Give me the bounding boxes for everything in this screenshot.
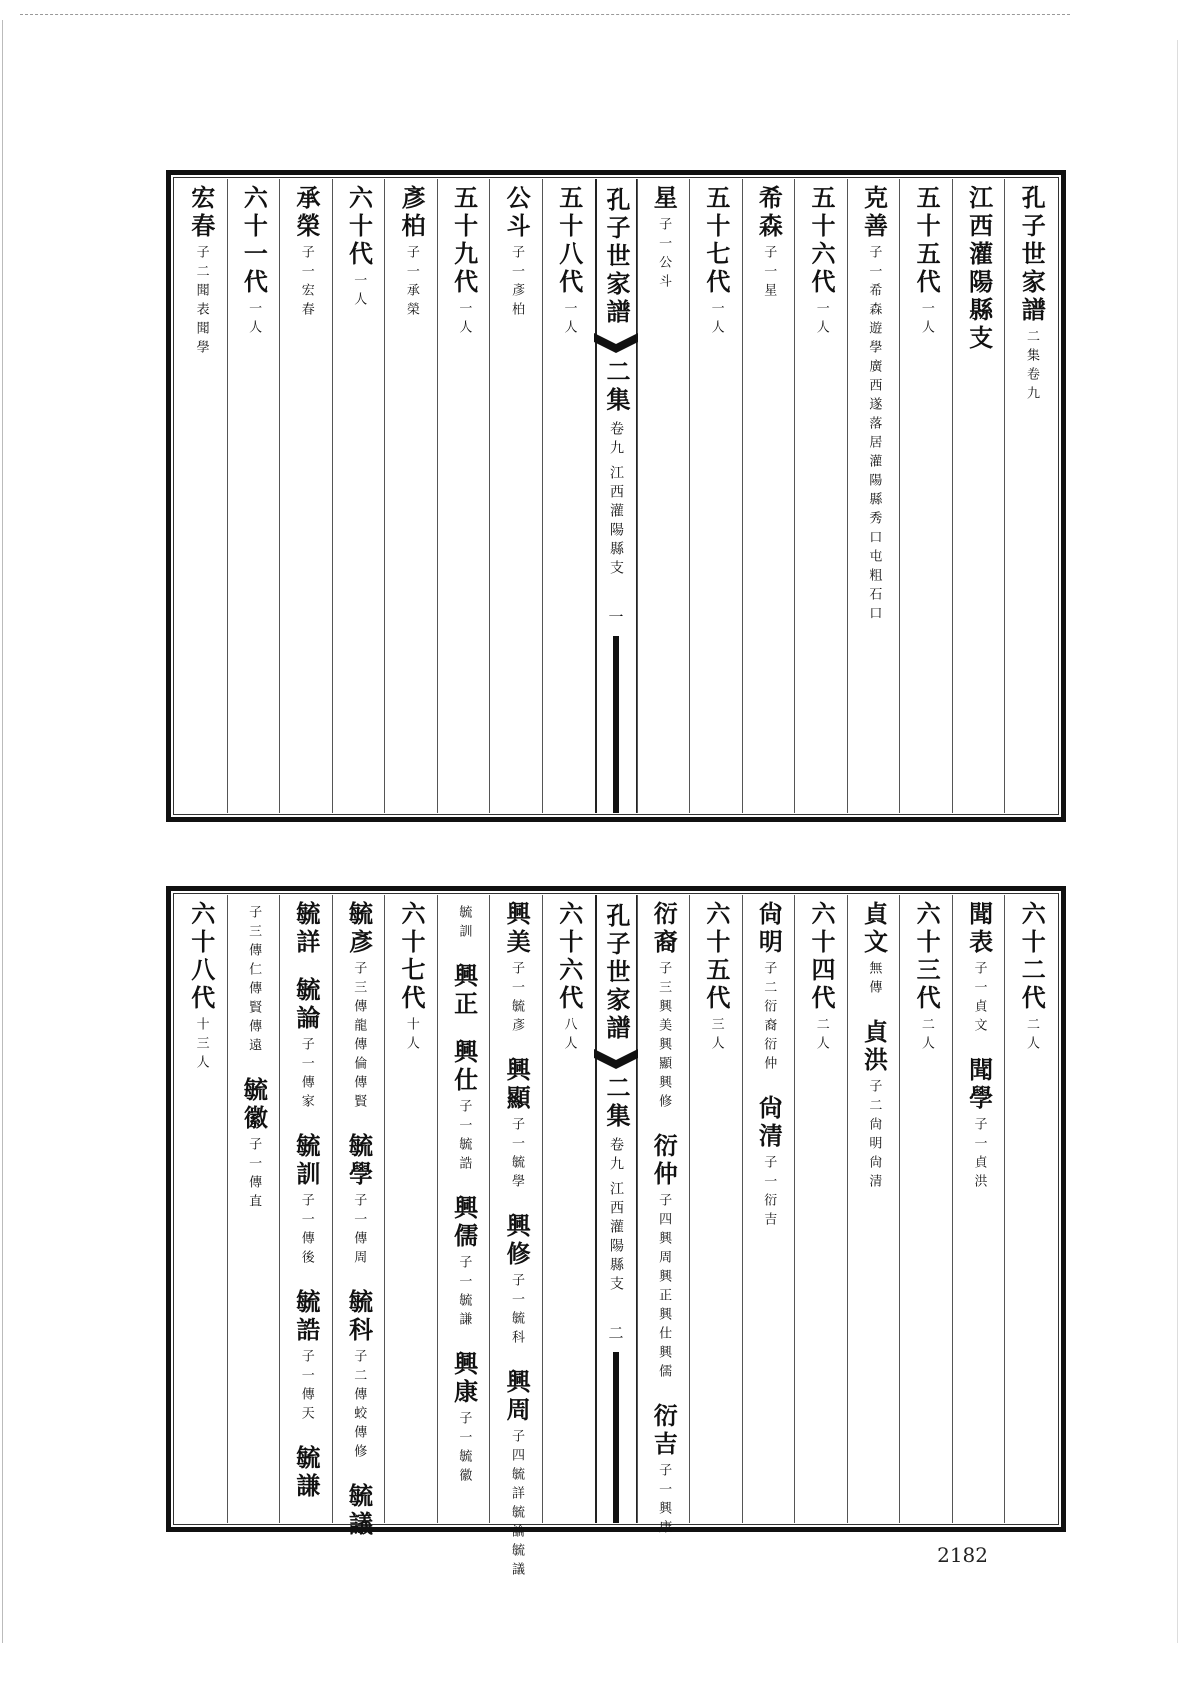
- entry-block: [291, 1445, 321, 1501]
- scan-top-edge: [20, 14, 1070, 15]
- entry-name: 孔子世家譜: [1017, 185, 1047, 325]
- text-column: [952, 895, 1005, 1523]
- entry-name: 聞學: [964, 1057, 994, 1113]
- entry-note: 子一宏春: [298, 245, 314, 321]
- entry-note: 子一興康: [656, 1463, 672, 1539]
- entry-block: [502, 1213, 532, 1349]
- text-column: [227, 179, 280, 813]
- entry-note: 子三興美興顯興修: [656, 961, 672, 1113]
- entry-name: 興修: [502, 1213, 532, 1269]
- entry-note: 子二聞表聞學: [193, 245, 209, 359]
- entry-name: 興美: [502, 901, 532, 957]
- text-column: [794, 179, 847, 813]
- center-branch: 江西灌陽縣支: [608, 465, 624, 579]
- entry-note: 三人: [708, 1017, 724, 1055]
- entry-note: 子四毓詳毓論毓議: [508, 1429, 524, 1581]
- entry-name: 五十八代: [554, 185, 584, 297]
- text-column: [489, 895, 542, 1581]
- entry-note: 子一希森遊學廣西遂落居灌陽縣秀口屯粗石口: [866, 245, 882, 625]
- text-column: [794, 895, 847, 1523]
- page-number: 2182: [937, 1543, 988, 1567]
- entry-block: [502, 1057, 532, 1193]
- entry-note: 一人: [561, 301, 577, 339]
- entry-block: [754, 901, 784, 1075]
- text-column: [847, 895, 900, 1523]
- entry-note: 一人: [708, 301, 724, 339]
- entry-note: 子一傳周: [351, 1193, 367, 1269]
- entry-note: 子一彥柏: [508, 245, 524, 321]
- entry-note: 子一貞文: [971, 961, 987, 1037]
- entry-note: 一人: [456, 301, 472, 339]
- entry-note: 子一公斗: [656, 217, 672, 293]
- entry-name: 興儒: [449, 1195, 479, 1251]
- entry-block: [502, 901, 532, 1037]
- entry-block: [239, 1077, 269, 1213]
- entry-block: [344, 185, 374, 311]
- entry-name: 毓科: [344, 1289, 374, 1345]
- entry-note: 毓訓: [456, 905, 472, 943]
- text-column: [637, 895, 690, 1539]
- entry-name: 宏春: [186, 185, 216, 241]
- entry-name: 毓論: [291, 977, 321, 1033]
- entry-block: [449, 1351, 479, 1487]
- entry-block: [806, 185, 836, 339]
- text-column: [689, 179, 742, 813]
- entry-block: [964, 901, 994, 1037]
- entry-block: [1017, 185, 1047, 405]
- entry-block: [344, 901, 374, 1113]
- scan-right-edge: [1177, 40, 1178, 1643]
- entry-name: 江西灌陽縣支: [964, 185, 994, 353]
- entry-name: 六十五代: [701, 901, 731, 1013]
- text-column: [332, 895, 385, 1539]
- entry-block: [397, 901, 427, 1055]
- center-title: 孔子世家譜: [602, 187, 631, 327]
- entry-block: [291, 901, 321, 957]
- entry-block: [344, 1483, 374, 1539]
- entry-block: [291, 977, 321, 1113]
- text-column: [332, 179, 385, 813]
- center-volume: 卷九: [608, 1137, 624, 1175]
- entry-block: [449, 185, 479, 339]
- genealogy-page-top: [166, 170, 1066, 822]
- entry-note: 子一貞洪: [971, 1117, 987, 1193]
- entry-note: 無傳: [866, 961, 882, 999]
- entry-name: 毓詳: [291, 901, 321, 957]
- text-column: [847, 179, 900, 813]
- text-column: [689, 895, 742, 1523]
- entry-note: 子一毓學: [508, 1117, 524, 1193]
- entry-note: 子一傳直: [246, 1137, 262, 1213]
- text-column: [175, 895, 227, 1523]
- entry-name: 貞文: [859, 901, 889, 957]
- entry-block: [964, 1057, 994, 1193]
- entry-note: 子一星: [761, 245, 777, 302]
- text-column: [279, 895, 332, 1523]
- entry-note: 子一傳天: [298, 1349, 314, 1425]
- entry-block: [449, 1039, 479, 1175]
- center-spine-column: [595, 179, 637, 813]
- center-title: 孔子世家譜: [602, 903, 631, 1043]
- entry-name: 六十代: [344, 185, 374, 269]
- text-column: [384, 179, 437, 813]
- text-column: [899, 895, 952, 1523]
- entry-block: [344, 1289, 374, 1463]
- entry-block: [912, 901, 942, 1055]
- entry-name: 星: [649, 185, 679, 213]
- text-column: [742, 895, 795, 1523]
- text-column: [542, 895, 595, 1523]
- entry-name: 衍裔: [649, 901, 679, 957]
- entry-block: [291, 185, 321, 321]
- entry-name: 五十五代: [912, 185, 942, 297]
- entry-block: [859, 185, 889, 625]
- entry-block: [701, 901, 731, 1055]
- scan-left-edge: [2, 20, 3, 1643]
- entry-note: 子二衍裔衍仲: [761, 961, 777, 1075]
- entry-name: 毓彥: [344, 901, 374, 957]
- entry-block: [554, 185, 584, 339]
- entry-block: [554, 901, 584, 1055]
- entry-note: 子一毓謙: [456, 1255, 472, 1331]
- entry-name: 貞洪: [859, 1019, 889, 1075]
- entry-name: 克善: [859, 185, 889, 241]
- entry-note: 子一傳後: [298, 1193, 314, 1269]
- entry-name: 毓徽: [239, 1077, 269, 1133]
- entry-name: 尙明: [754, 901, 784, 957]
- text-column: [437, 179, 490, 813]
- text-column: [489, 179, 542, 813]
- entry-name: 衍仲: [649, 1133, 679, 1189]
- entry-name: 毓謙: [291, 1445, 321, 1501]
- panel-page-index: 二: [606, 1325, 625, 1340]
- center-collection: 二集: [602, 1075, 631, 1131]
- center-branch: 江西灌陽縣支: [608, 1181, 624, 1295]
- entry-name: 興顯: [502, 1057, 532, 1113]
- fish-tail-mark: [594, 333, 638, 353]
- entry-note: 一人: [351, 273, 367, 311]
- entry-name: 五十六代: [806, 185, 836, 297]
- entry-name: 彥柏: [397, 185, 427, 241]
- entry-name: 六十六代: [554, 901, 584, 1013]
- entry-block: [1017, 901, 1047, 1055]
- entry-block: [964, 185, 994, 353]
- entry-block: [701, 185, 731, 339]
- entry-note: 二人: [813, 1017, 829, 1055]
- entry-name: 興康: [449, 1351, 479, 1407]
- text-column: [1004, 179, 1057, 813]
- entry-block: [344, 1133, 374, 1269]
- entry-note: 八人: [561, 1017, 577, 1055]
- text-column: [637, 179, 690, 813]
- text-column: [175, 179, 227, 813]
- entry-name: 希森: [754, 185, 784, 241]
- entry-name: 承榮: [291, 185, 321, 241]
- entry-note: 子一毓彥: [508, 961, 524, 1037]
- panel-page-index: 一: [606, 609, 625, 624]
- entry-block: [806, 901, 836, 1055]
- entry-note: 十三人: [193, 1017, 209, 1074]
- entry-block: [502, 1369, 532, 1581]
- entry-note: 一人: [918, 301, 934, 339]
- entry-block: [859, 1019, 889, 1193]
- entry-block: [186, 901, 216, 1074]
- entry-block: [649, 1403, 679, 1539]
- entry-block: [649, 185, 679, 293]
- entry-note: 子二尙明尙清: [866, 1079, 882, 1193]
- entry-name: 六十一代: [239, 185, 269, 297]
- entry-name: 毓訓: [291, 1133, 321, 1189]
- entry-note: 一人: [813, 301, 829, 339]
- entry-name: 六十四代: [806, 901, 836, 1013]
- entry-block: [859, 901, 889, 999]
- entry-note: 一人: [246, 301, 262, 339]
- entry-block: [754, 1095, 784, 1231]
- entry-name: 興正: [449, 963, 479, 1019]
- text-column: [899, 179, 952, 813]
- text-column: [1004, 895, 1057, 1523]
- entry-name: 公斗: [502, 185, 532, 241]
- entry-block: [754, 185, 784, 302]
- entry-note: 子一衍吉: [761, 1155, 777, 1231]
- entry-block: [449, 963, 479, 1019]
- entry-block: [457, 901, 471, 943]
- entry-name: 五十九代: [449, 185, 479, 297]
- entry-note: 二人: [918, 1017, 934, 1055]
- center-collection: 二集: [602, 359, 631, 415]
- entry-name: 五十七代: [701, 185, 731, 297]
- entry-block: [649, 901, 679, 1113]
- entry-block: [291, 1289, 321, 1425]
- text-column: [384, 895, 437, 1523]
- entry-name: 興周: [502, 1369, 532, 1425]
- text-column: [742, 179, 795, 813]
- entry-block: [502, 185, 532, 321]
- entry-name: 興仕: [449, 1039, 479, 1095]
- entry-note: 二人: [1024, 1017, 1040, 1055]
- entry-note: 十人: [403, 1017, 419, 1055]
- entry-name: 衍吉: [649, 1403, 679, 1459]
- column-container: [175, 179, 1057, 813]
- center-volume: 卷九: [608, 421, 624, 459]
- entry-note: 子四興周興正興仕興儒: [656, 1193, 672, 1383]
- entry-block: [397, 185, 427, 321]
- entry-note: 子一承榮: [403, 245, 419, 321]
- entry-block: [291, 1133, 321, 1269]
- entry-block: [247, 901, 261, 1057]
- entry-note: 子一毓科: [508, 1273, 524, 1349]
- entry-name: 尙清: [754, 1095, 784, 1151]
- text-column: [952, 179, 1005, 813]
- entry-note: 子一傳家: [298, 1037, 314, 1113]
- spine-bar: [613, 1352, 619, 1523]
- entry-name: 毓誥: [291, 1289, 321, 1345]
- entry-name: 毓學: [344, 1133, 374, 1189]
- entry-name: 六十八代: [186, 901, 216, 1013]
- text-column: [279, 179, 332, 813]
- entry-note: 子三傳龍傳倫傳賢: [351, 961, 367, 1113]
- text-column: [542, 179, 595, 813]
- center-spine-column: [595, 895, 637, 1523]
- text-column: [437, 895, 490, 1523]
- entry-block: [186, 185, 216, 359]
- entry-note: 子二傳蛟傳修: [351, 1349, 367, 1463]
- entry-note: 子三傳仁傳賢傳遠: [246, 905, 262, 1057]
- entry-note: 二集卷九: [1024, 329, 1040, 405]
- entry-name: 六十二代: [1017, 901, 1047, 1013]
- entry-name: 聞表: [964, 901, 994, 957]
- entry-block: [649, 1133, 679, 1383]
- entry-note: 子一毓徽: [456, 1411, 472, 1487]
- entry-name: 六十七代: [397, 901, 427, 1013]
- entry-name: 毓議: [344, 1483, 374, 1539]
- entry-name: 六十三代: [912, 901, 942, 1013]
- spine-bar: [613, 636, 619, 813]
- entry-note: 子一毓誥: [456, 1099, 472, 1175]
- entry-block: [239, 185, 269, 339]
- text-column: [227, 895, 280, 1523]
- entry-block: [912, 185, 942, 339]
- fish-tail-mark: [594, 1049, 638, 1069]
- entry-block: [449, 1195, 479, 1331]
